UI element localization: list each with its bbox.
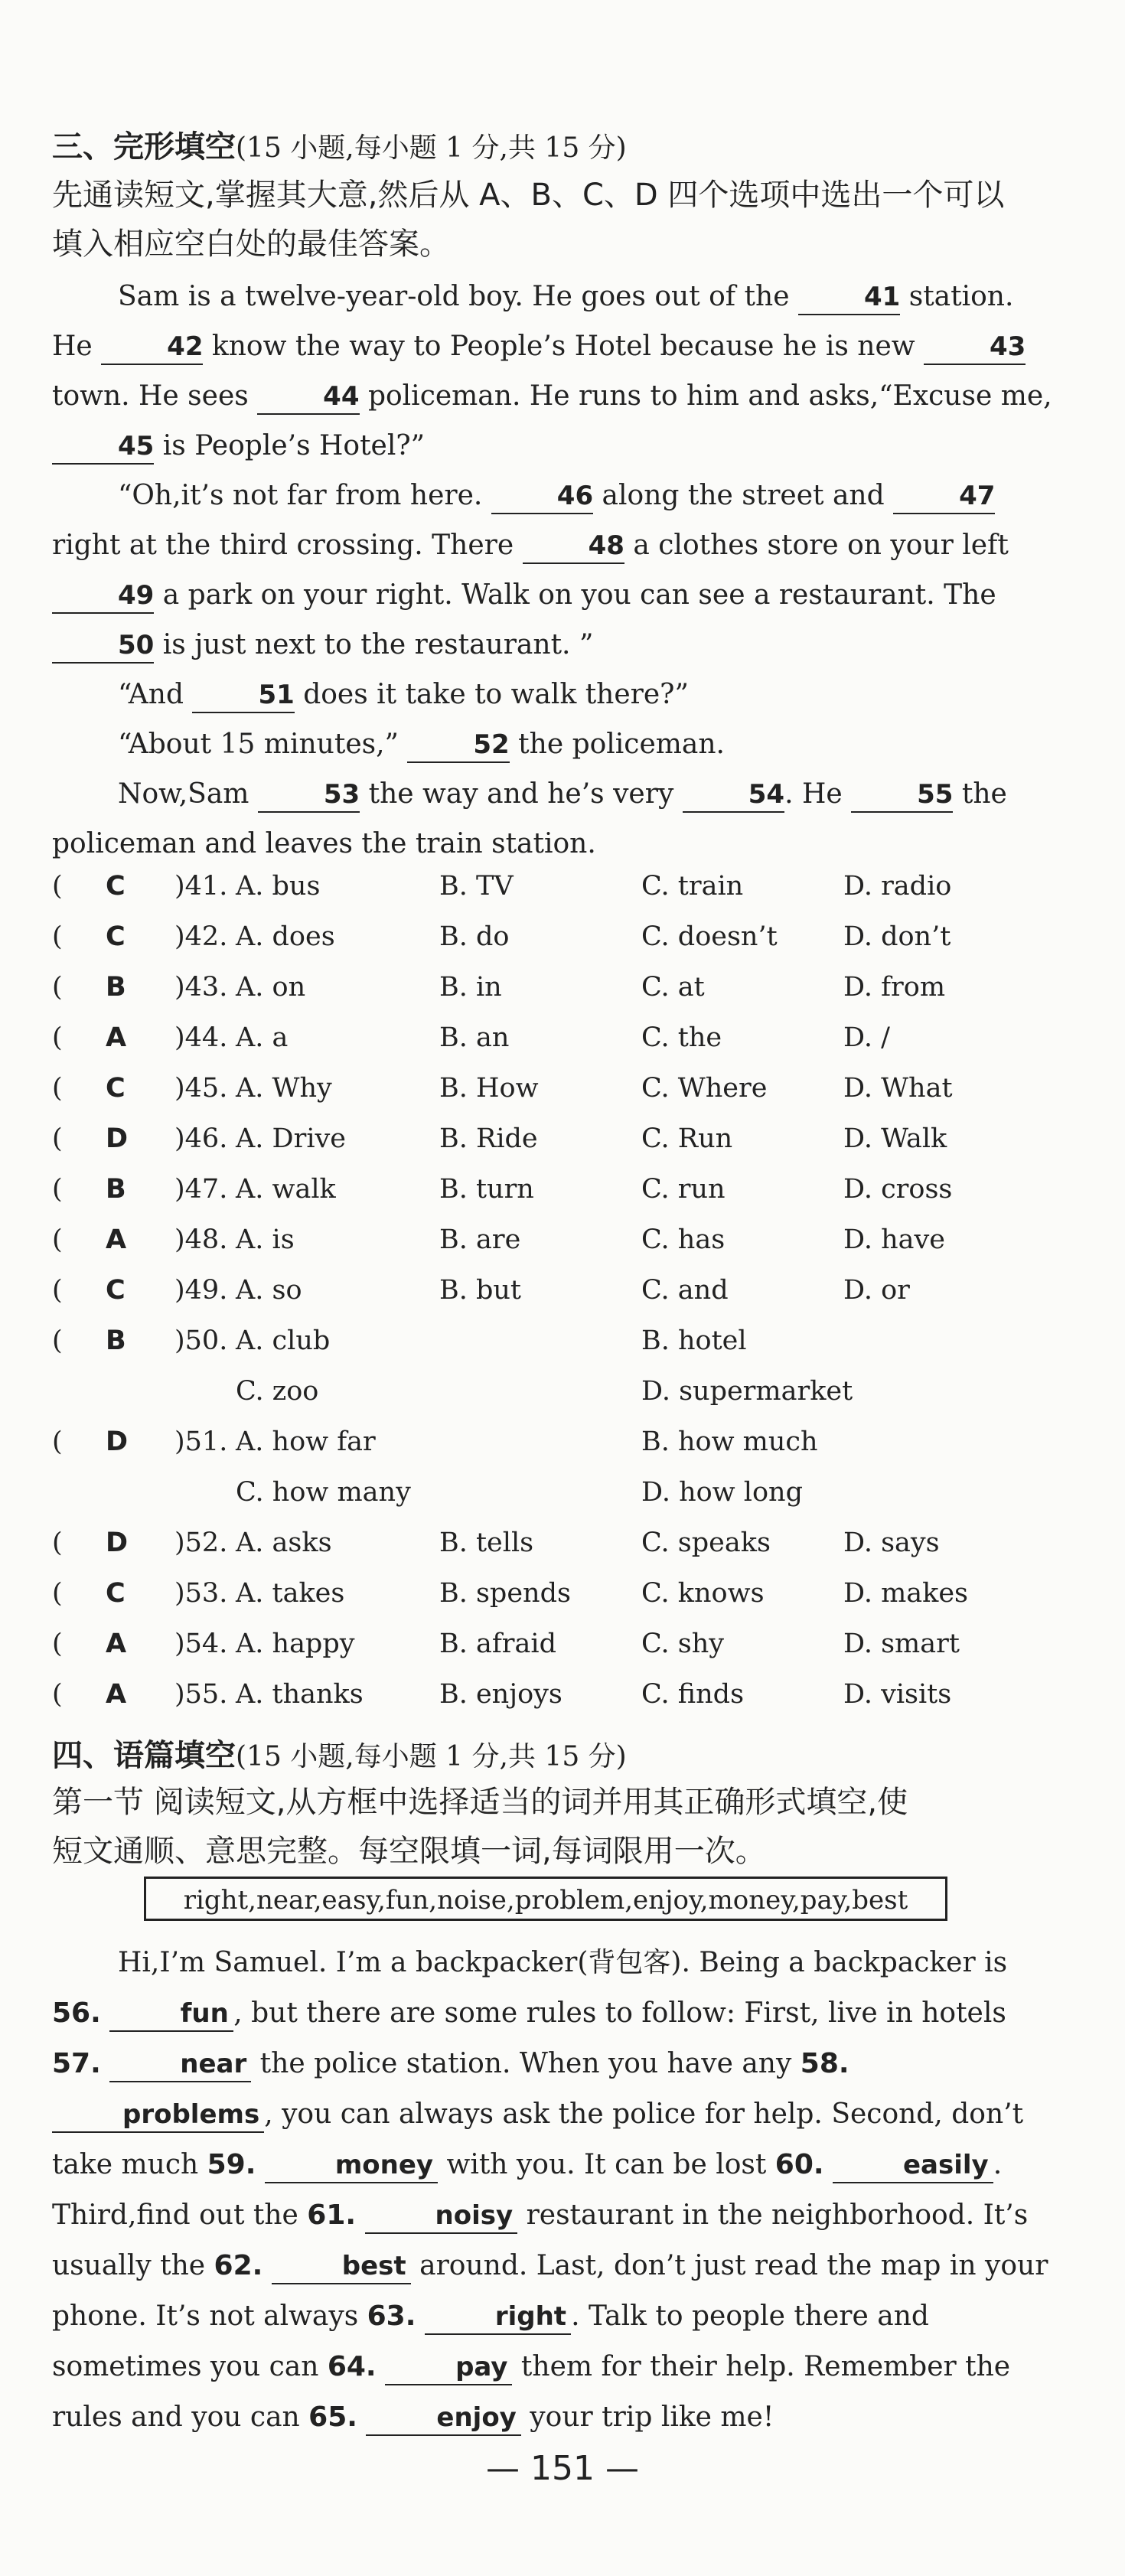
- section-3-instruction-line2: 填入相应空白处的最佳答案。: [52, 227, 450, 262]
- question-50-line2: C. zoo D. supermarket: [236, 1376, 853, 1407]
- answer: C: [106, 1275, 126, 1306]
- blank-54: 54: [683, 778, 784, 813]
- passage-paragraph: “And 51 does it take to walk there?”: [52, 670, 1055, 719]
- answer: C: [106, 1578, 126, 1609]
- answer: D: [106, 1528, 129, 1558]
- answer-65: enjoy: [366, 2401, 520, 2436]
- question-44: ( A )44. A. a B. an C. the D. /: [52, 1022, 890, 1053]
- question-49: ( C )49. A. so B. but C. and D. or: [52, 1275, 910, 1306]
- question-51-line2: C. how many D. how long: [236, 1477, 803, 1508]
- blank-43: 43: [924, 330, 1026, 365]
- answer: A: [106, 1679, 127, 1710]
- question-45: ( C )45. A. Why B. How C. Where D. What: [52, 1073, 953, 1104]
- answer-57: near: [109, 2047, 251, 2082]
- question-54: ( A )54. A. happy B. afraid C. shy D. smart: [52, 1629, 960, 1659]
- section-4-title: 四、语篇填空(15 小题,每小题 1 分,共 15 分): [52, 1738, 627, 1773]
- section-3-title: 三、完形填空(15 小题,每小题 1 分,共 15 分): [52, 129, 627, 165]
- question-48: ( A )48. A. is B. are C. has D. have: [52, 1224, 945, 1255]
- answer-62: best: [272, 2249, 411, 2284]
- passage-paragraph: “Oh,it’s not far from here. 46 along the street and 47 right at the third crossing. There 48 a clothes store on your left 49 a park on your right. Walk on you can see a restaurant. The 50 is just next to the restaurant. ”: [52, 471, 1055, 670]
- answer-56: fun: [109, 1997, 233, 2032]
- passage-paragraph: “About 15 minutes,” 52 the policeman.: [52, 719, 1055, 769]
- section-3-instruction-line1: 先通读短文,掌握其大意,然后从 A、B、C、D 四个选项中选出一个可以: [52, 178, 1005, 213]
- answer: A: [106, 1224, 127, 1255]
- answer: C: [106, 921, 126, 952]
- section-4-instruction-line2: 短文通顺、意思完整。每空限填一词,每词限用一次。: [52, 1834, 766, 1869]
- blank-46: 46: [491, 479, 593, 514]
- answer: B: [106, 1325, 126, 1356]
- question-52: ( D )52. A. asks B. tells C. speaks D. says: [52, 1528, 940, 1558]
- answer-60: easily: [833, 2148, 993, 2183]
- answer: D: [106, 1123, 129, 1154]
- cloze-passage: [52, 272, 1055, 869]
- blank-51: 51: [192, 678, 294, 713]
- blank-53: 53: [258, 778, 360, 813]
- answer-63: right: [425, 2300, 571, 2335]
- answer: B: [106, 1174, 126, 1205]
- passage-paragraph: Hi,I’m Samuel. I’m a backpacker(背包客). Being a backpacker is 56. fun , but there are some rules to follow: First, live in hotels 57. near the police station. When you have any 58. problems , you can always ask the police for help. Second, don’t take much 59. money with you. It can be lost 60. easily . Third,find out the 61. noisy restaurant in the neighborhood. It’s usually the 62. best around. Last, don’t just read the map in your phone. It’s not always 63. right . Talk to people there and sometimes you can 64. pay them for their help. Remember the rules and you can 65. enjoy your trip like me!: [52, 1938, 1055, 2443]
- answer: A: [106, 1022, 127, 1053]
- blank-52: 52: [407, 728, 509, 763]
- word-box: right,near,easy,fun,noise,problem,enjoy,money,pay,best: [144, 1877, 947, 1921]
- blank-47: 47: [893, 479, 995, 514]
- question-42: ( C )42. A. does B. do C. doesn’t D. don’t: [52, 921, 951, 952]
- answer: C: [106, 1073, 126, 1104]
- passage-paragraph: Sam is a twelve-year-old boy. He goes out of the 41 station. He 42 know the way to People’s Hotel because he is new 43 town. He sees 44 policeman. He runs to him and asks,“Excuse me, 45 is People’s Hotel?”: [52, 272, 1055, 471]
- blank-42: 42: [101, 330, 203, 365]
- answer: C: [106, 871, 126, 902]
- answer-58: problems: [52, 2098, 264, 2133]
- blank-44: 44: [257, 380, 359, 415]
- passage-paragraph: Now,Sam 53 the way and he’s very 54. He 55 the policeman and leaves the train station.: [52, 778, 1007, 859]
- blank-49: 49: [52, 579, 154, 614]
- fill-in-passage: [52, 1938, 1055, 2443]
- question-43: ( B )43. A. on B. in C. at D. from: [52, 972, 946, 1003]
- answer-59: money: [265, 2148, 438, 2183]
- blank-45: 45: [52, 429, 154, 465]
- question-46: ( D )46. A. Drive B. Ride C. Run D. Walk: [52, 1123, 947, 1154]
- blank-55: 55: [851, 778, 953, 813]
- question-41: ( C )41. A. bus B. TV C. train D. radio: [52, 871, 952, 902]
- answer: A: [106, 1629, 127, 1659]
- answer: B: [106, 972, 126, 1003]
- question-47: ( B )47. A. walk B. turn C. run D. cross: [52, 1174, 953, 1205]
- blank-48: 48: [523, 529, 624, 564]
- page-number: — 151 —: [486, 2449, 639, 2488]
- blank-41: 41: [798, 280, 900, 315]
- section-4-instruction-line1: 第一节 阅读短文,从方框中选择适当的词并用其正确形式填空,使: [52, 1785, 908, 1820]
- answer: D: [106, 1427, 129, 1457]
- question-50: ( B )50. A. club B. hotel: [52, 1325, 747, 1356]
- question-53: ( C )53. A. takes B. spends C. knows D. makes: [52, 1578, 969, 1609]
- answer-61: noisy: [365, 2199, 518, 2234]
- answer-64: pay: [385, 2350, 512, 2385]
- question-55: ( A )55. A. thanks B. enjoys C. finds D. visits: [52, 1679, 952, 1710]
- question-51: ( D )51. A. how far B. how much: [52, 1427, 818, 1457]
- blank-50: 50: [52, 628, 154, 664]
